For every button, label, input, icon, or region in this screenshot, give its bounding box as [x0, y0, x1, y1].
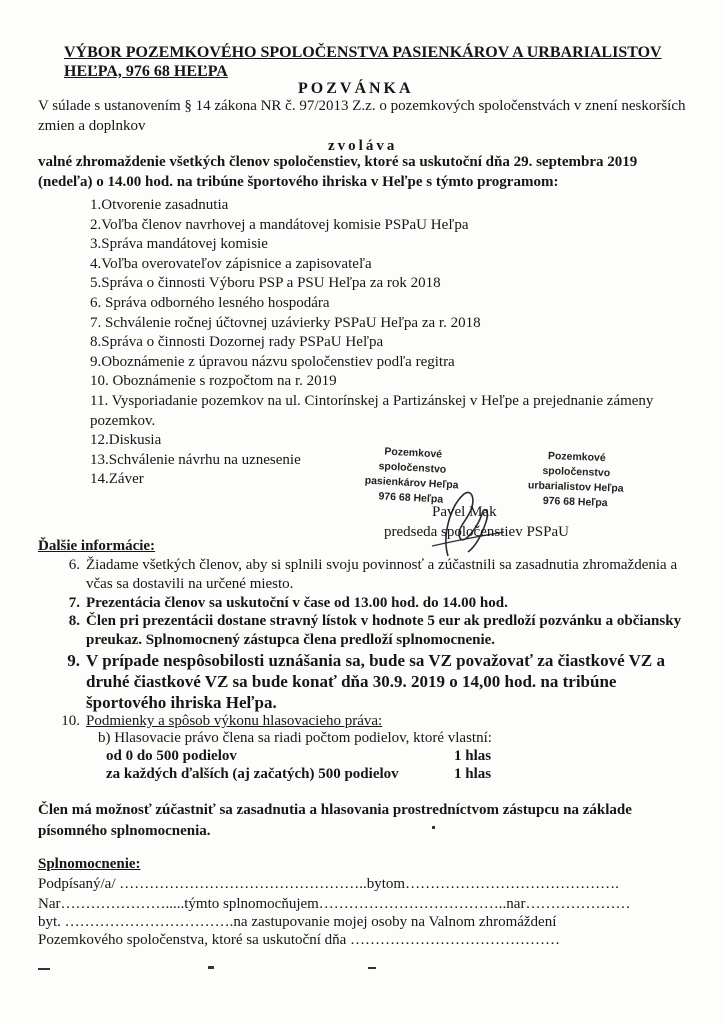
agenda-item: 5.Správa o činnosti Výboru PSP a PSU Heľpa za rok 2018	[90, 275, 441, 292]
stamp-line: urbarialistov Heľpa	[527, 479, 624, 495]
authorization-heading: Splnomocnenie:	[38, 856, 141, 872]
voting-rule: b) Hlasovacie právo člena sa riadi počtom podielov, ktoré vlastní:	[98, 730, 492, 746]
voting-range: od 0 do 500 podielov	[106, 748, 237, 764]
organization-name: VÝBOR POZEMKOVÉHO SPOLOČENSTVA PASIENKÁROV A URBARIALISTOV	[64, 44, 662, 61]
info-item-text: V prípade nespôsobilosti uznášania sa, bude sa VZ považovať za čiastkové VZ a druhé čiastkové VZ sa bude konať dňa 30.9. 2019 o 14,00 hod. na tribúne športového ihriska Heľpa.	[86, 651, 665, 712]
stamp-line: 976 68 Heľpa	[378, 490, 444, 506]
signatory-role: predseda spoločenstiev PSPaU	[384, 524, 569, 540]
agenda-item: 7. Schválenie ročnej účtovnej uzávierky PSPaU Heľpa za r. 2018	[90, 314, 481, 331]
authorization-line: Podpísaný/a/ …………………………………………..bytom…………………………………….	[38, 876, 619, 892]
info-item-number: 7.	[68, 595, 80, 611]
info-item	[58, 712, 698, 732]
info-item-number: 6.	[68, 557, 80, 573]
voting-votes: 1 hlas	[454, 748, 492, 764]
agenda-item: 8.Správa o činnosti Dozornej rady PSPaU Heľpa	[90, 334, 384, 351]
info-item-text: Prezentácia členov sa uskutoční v čase od 13.00 hod. do 14.00 hod.	[86, 595, 508, 611]
agenda-item: 3.Správa mandátovej komisie	[90, 236, 268, 253]
agenda-item: 13.Schválenie návrhu na uznesenie	[90, 451, 301, 468]
agenda-item: 1.Otvorenie zasadnutia	[90, 197, 229, 213]
agenda-item: 11. Vysporiadanie pozemkov na ul. Cintorínskej a Partizánskej v Heľpe a prejednanie zámeny pozemkov.	[90, 392, 654, 429]
info-item-number: 9.	[67, 651, 80, 670]
agenda-item: 2.Voľba členov navrhovej a mandátovej komisie PSPaU Heľpa	[90, 216, 469, 233]
stamp-urbarialistov	[511, 448, 641, 512]
stamp-line: pasienkárov Heľpa	[364, 474, 459, 492]
info-item	[58, 612, 698, 652]
document-title: POZVÁNKA	[298, 80, 414, 97]
info-item-text: Podmienky a spôsob výkonu hlasovacieho práva:	[86, 713, 383, 729]
stamp-line: 976 68 Heľpa	[542, 494, 608, 510]
agenda-item: 10. Oboznámenie s rozpočtom na r. 2019	[90, 373, 337, 390]
intro-paragraph: V súlade s ustanovením § 14 zákona NR č. 97/2013 Z.z. o pozemkových spoločenstvách v znení neskorších zmien a doplnkov	[38, 98, 686, 134]
voting-range: za každých ďalších (aj začatých) 500 podielov	[106, 766, 399, 782]
agenda-item: 9.Oboznámenie z úpravou názvu spoločenstiev podľa regitra	[90, 353, 455, 370]
scan-artifact	[432, 826, 435, 829]
agenda-item: 12.Diskusia	[90, 432, 162, 449]
info-item	[58, 594, 698, 614]
info-item-text: Člen pri prezentácii dostane stravný lístok v hodnote 5 eur ak predloží pozvánku a občiansky preukaz. Splnomocnený zástupca člena predloží splnomocnenie.	[86, 613, 682, 648]
scan-artifact	[208, 966, 214, 969]
info-item	[58, 556, 698, 596]
agenda-item: 14.Záver	[90, 471, 144, 488]
scan-artifact	[368, 967, 376, 969]
info-item-text: Žiadame všetkých členov, aby si splnili svoju povinnosť a zúčastnili sa zasadnutia zhromaždenia a včas sa dostavili na určené miesto.	[86, 557, 678, 592]
info-item	[58, 650, 698, 716]
agenda-item: 6. Správa odborného lesného hospodára	[90, 294, 330, 311]
authorization-line: byt. …………………………….na zastupovanie mojej osoby na Valnom zhromáždení	[38, 914, 557, 930]
info-item-number: 10.	[61, 713, 80, 729]
scan-artifact	[38, 968, 50, 970]
authorization-line: Nar………………….....týmto splnomocňujem………………………………..nar…………………	[38, 896, 631, 912]
info-heading: Ďalšie informácie:	[38, 538, 156, 554]
authorization-line: Pozemkového spoločenstva, ktoré sa uskutoční dňa ……………………………………	[38, 932, 561, 948]
stamp-line: Pozemkové spoločenstvo	[378, 445, 447, 476]
agenda-item: 4.Voľba overovateľov zápisnice a zapisovateľa	[90, 255, 372, 272]
proxy-note: Člen má možnosť zúčastniť sa zasadnutia a hlasovania prostredníctvom zástupcu na základe písomného splnomocnenia.	[38, 802, 632, 839]
organization-address: HEĽPA, 976 68 HEĽPA	[64, 63, 228, 80]
meeting-announcement: valné zhromaždenie všetkých členov spoločenstiev, ktoré sa uskutoční dňa 29. septembra 2019 (nedeľa) o 14.00 hod. na tribúne športového ihriska v Heľpe s týmto programom:	[38, 154, 638, 190]
convenes-heading: zvoláva	[328, 138, 398, 154]
voting-votes: 1 hlas	[454, 766, 492, 782]
info-item-number: 8.	[68, 613, 80, 629]
stamp-line: Pozemkové spoločenstvo	[542, 450, 611, 480]
signatory-name: Pavel Mak	[432, 504, 497, 520]
